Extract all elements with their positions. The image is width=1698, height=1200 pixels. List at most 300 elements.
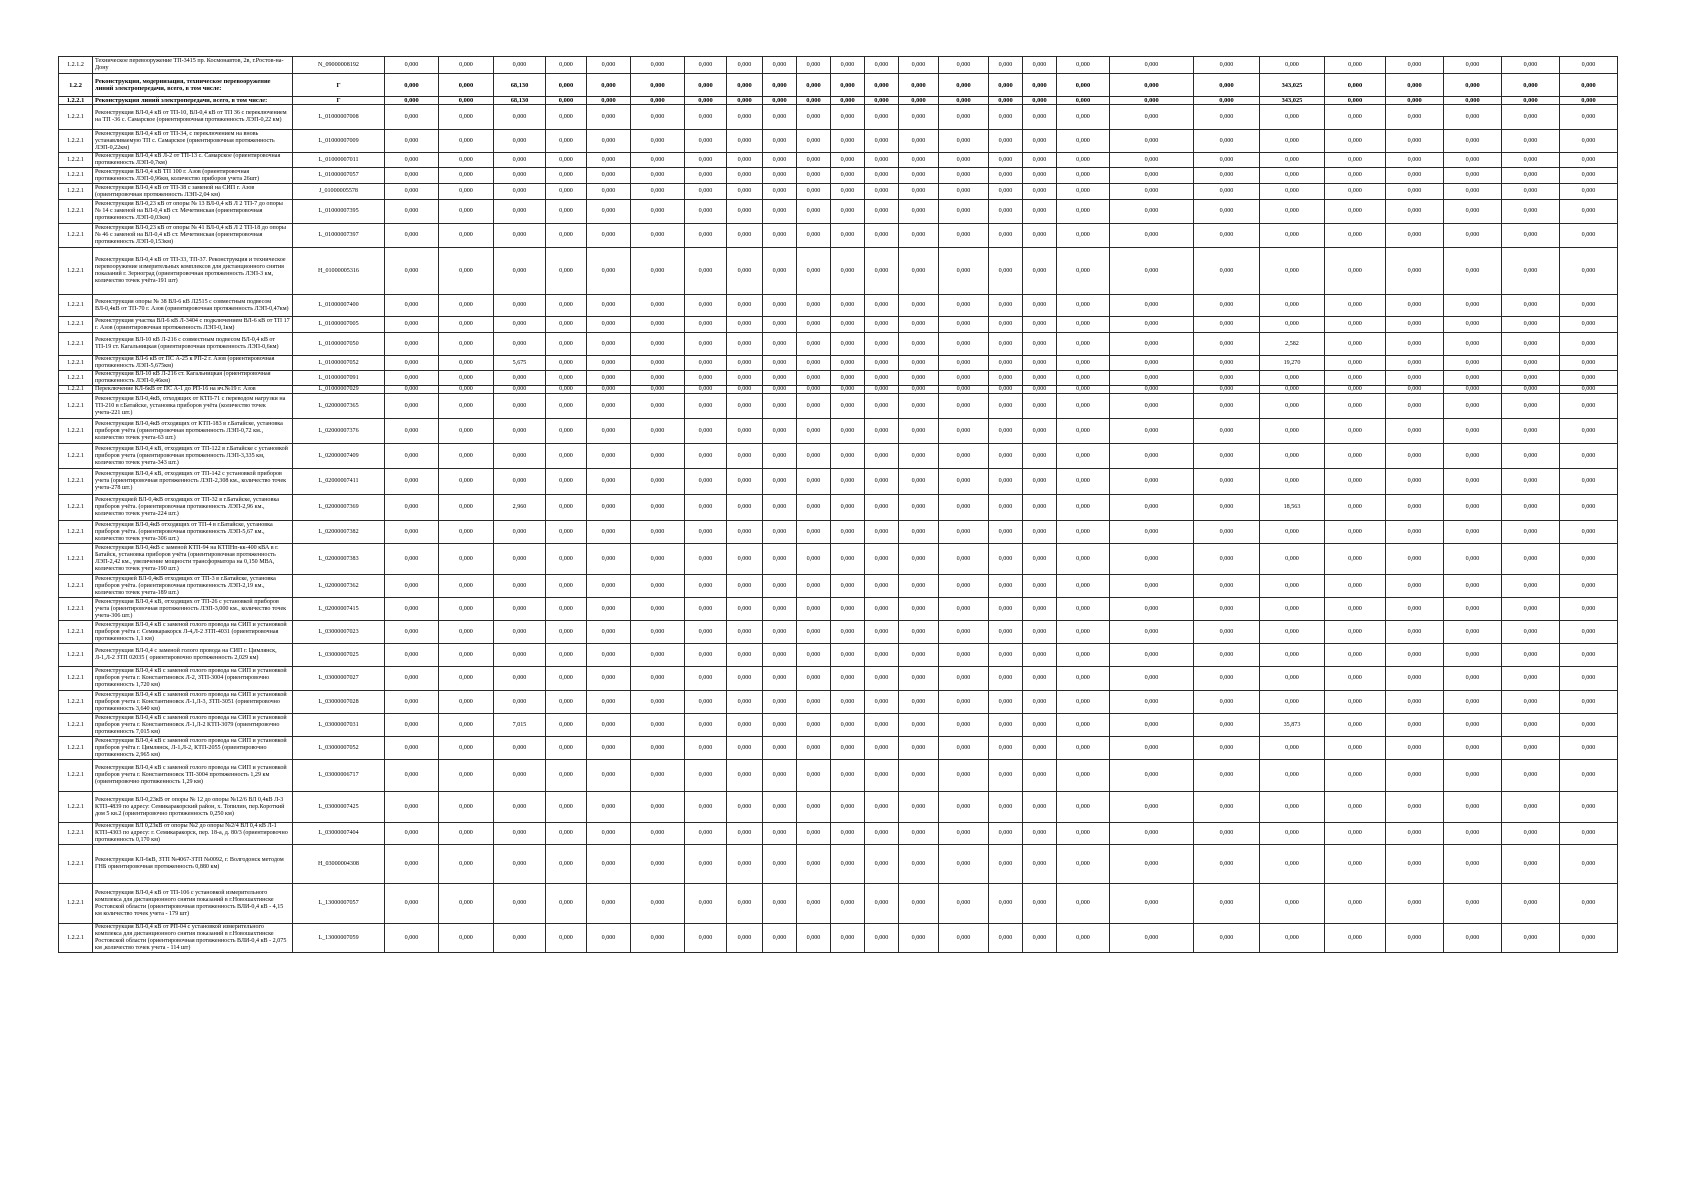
project-code: L_03000007031 (293, 714, 385, 737)
value-cell: 0,000 (587, 444, 631, 469)
value-cell: 0,000 (1444, 884, 1502, 924)
value-cell: 0,000 (385, 248, 439, 295)
value-cell: 0,000 (546, 598, 587, 621)
value-cell: 0,000 (1560, 845, 1618, 884)
value-cell: 0,000 (1502, 598, 1560, 621)
value-cell: 0,000 (899, 621, 939, 644)
value-cell: 0,000 (1444, 444, 1502, 469)
value-cell: 0,000 (989, 371, 1023, 386)
value-cell: 0,000 (385, 469, 439, 495)
value-cell: 0,000 (1023, 74, 1057, 97)
value-cell: 0,000 (727, 575, 763, 598)
value-cell: 0,000 (546, 130, 587, 153)
value-cell: 0,000 (685, 714, 727, 737)
value-cell: 0,000 (1110, 386, 1194, 394)
value-cell: 0,000 (899, 224, 939, 248)
value-cell: 0,000 (899, 444, 939, 469)
value-cell: 0,000 (1560, 575, 1618, 598)
project-name: Реконструкция ВЛ-6 кВ от ПС А-25 к РП-2 г. Азов (ориентировочная протяженность ЛЭП-5,675км) (93, 356, 293, 371)
project-name: Реконструкция ВЛ-0,4кВ отходящих от КТП-183 в г.Батайске, установка приборов учёта (ориентировочная протяженность ЛЭП-0,72 км., количество точек учета-63 шт.) (93, 419, 293, 444)
value-cell: 0,000 (685, 184, 727, 200)
value-cell: 0,000 (865, 495, 899, 521)
value-cell: 0,000 (797, 153, 831, 168)
value-cell: 0,000 (797, 621, 831, 644)
value-cell: 0,000 (797, 394, 831, 419)
value-cell: 0,000 (587, 419, 631, 444)
value-cell: 0,000 (1194, 386, 1260, 394)
value-cell: 0,000 (439, 386, 494, 394)
value-cell: 0,000 (546, 521, 587, 544)
value-cell: 0,000 (1057, 714, 1110, 737)
value-cell: 0,000 (865, 544, 899, 575)
value-cell: 0,000 (1560, 386, 1618, 394)
value-cell: 0,000 (494, 371, 546, 386)
value-cell: 0,000 (1560, 598, 1618, 621)
value-cell: 0,000 (385, 575, 439, 598)
table-row (59, 792, 1618, 823)
table-row (59, 168, 1618, 184)
value-cell: 0,000 (1057, 575, 1110, 598)
project-name: Реконструкция ВЛ-0,4 кВ, отходящих от ТП-142 с установкой приборов учета (ориентировочная протяженность ЛЭП-2,308 км., количество точек учета-278 шт.) (93, 469, 293, 495)
value-cell: 0,000 (727, 394, 763, 419)
value-cell: 0,000 (494, 333, 546, 356)
value-cell: 0,000 (1444, 57, 1502, 74)
value-cell: 0,000 (763, 248, 797, 295)
value-cell: 0,000 (797, 792, 831, 823)
value-cell: 0,000 (685, 495, 727, 521)
value-cell: 0,000 (685, 544, 727, 575)
value-cell: 7,015 (494, 714, 546, 737)
project-code: Г (293, 97, 385, 105)
value-cell: 0,000 (831, 760, 865, 792)
value-cell: 0,000 (1023, 575, 1057, 598)
value-cell: 0,000 (1260, 521, 1325, 544)
value-cell: 0,000 (1110, 544, 1194, 575)
value-cell: 0,000 (587, 74, 631, 97)
value-cell: 0,000 (899, 74, 939, 97)
value-cell: 0,000 (1502, 371, 1560, 386)
project-code: H_03000004308 (293, 845, 385, 884)
value-cell: 0,000 (1110, 924, 1194, 953)
value-cell: 0,000 (685, 97, 727, 105)
value-cell: 0,000 (831, 924, 865, 953)
value-cell: 0,000 (1502, 444, 1560, 469)
value-cell: 0,000 (1325, 469, 1386, 495)
value-cell: 0,000 (1444, 356, 1502, 371)
value-cell: 0,000 (1023, 200, 1057, 224)
value-cell: 0,000 (797, 644, 831, 667)
value-cell: 0,000 (989, 544, 1023, 575)
value-cell: 0,000 (1194, 544, 1260, 575)
value-cell: 0,000 (439, 105, 494, 130)
value-cell: 0,000 (1260, 845, 1325, 884)
value-cell: 0,000 (685, 224, 727, 248)
row-index: 1.2.2.1 (59, 884, 93, 924)
value-cell: 0,000 (385, 621, 439, 644)
value-cell: 0,000 (494, 386, 546, 394)
value-cell: 0,000 (989, 97, 1023, 105)
value-cell: 0,000 (385, 714, 439, 737)
value-cell: 0,000 (1444, 130, 1502, 153)
value-cell: 0,000 (685, 57, 727, 74)
table-row (59, 714, 1618, 737)
value-cell: 0,000 (989, 333, 1023, 356)
value-cell: 0,000 (1023, 621, 1057, 644)
value-cell: 0,000 (587, 105, 631, 130)
value-cell: 0,000 (1023, 737, 1057, 760)
value-cell: 0,000 (727, 74, 763, 97)
value-cell: 0,000 (989, 884, 1023, 924)
project-name: Реконструкцией ВЛ-0,4кВ отходящих от ТП-3 в г.Батайске, установка приборов учёта. (ориентировочная протяженность ЛЭП-2,19 км., количество точек учета-189 шт.) (93, 575, 293, 598)
project-name: Реконструкция ВЛ-0,4 кВ, отходящих от ТП-26 с установкой приборов учета (ориентировочная протяженность ЛЭП-3,000 км., количество точек учета-306 шт.) (93, 598, 293, 621)
value-cell: 0,000 (587, 295, 631, 317)
value-cell: 0,000 (763, 884, 797, 924)
value-cell: 0,000 (1023, 714, 1057, 737)
value-cell: 0,000 (1260, 792, 1325, 823)
value-cell: 0,000 (1110, 495, 1194, 521)
value-cell: 0,000 (631, 575, 685, 598)
value-cell: 0,000 (439, 317, 494, 333)
project-code: L_03000006717 (293, 760, 385, 792)
value-cell: 19,270 (1260, 356, 1325, 371)
value-cell: 0,000 (989, 224, 1023, 248)
value-cell: 0,000 (865, 419, 899, 444)
value-cell: 0,000 (1023, 521, 1057, 544)
value-cell: 0,000 (1194, 317, 1260, 333)
table-row (59, 248, 1618, 295)
value-cell: 0,000 (763, 224, 797, 248)
value-cell: 0,000 (1110, 248, 1194, 295)
value-cell: 0,000 (1325, 130, 1386, 153)
value-cell: 0,000 (1023, 544, 1057, 575)
row-index: 1.2.2.1 (59, 168, 93, 184)
value-cell: 0,000 (1194, 621, 1260, 644)
value-cell: 0,000 (831, 823, 865, 845)
value-cell: 0,000 (939, 845, 989, 884)
value-cell: 0,000 (797, 469, 831, 495)
value-cell: 0,000 (797, 386, 831, 394)
row-index: 1.2.2.1 (59, 714, 93, 737)
value-cell: 0,000 (1260, 884, 1325, 924)
value-cell: 0,000 (1057, 792, 1110, 823)
value-cell: 0,000 (546, 57, 587, 74)
value-cell: 0,000 (1444, 469, 1502, 495)
value-cell: 0,000 (1057, 444, 1110, 469)
value-cell: 0,000 (385, 371, 439, 386)
value-cell: 0,000 (1560, 544, 1618, 575)
value-cell: 0,000 (939, 105, 989, 130)
value-cell: 0,000 (763, 153, 797, 168)
value-cell: 0,000 (865, 667, 899, 691)
value-cell: 0,000 (631, 444, 685, 469)
value-cell: 0,000 (685, 74, 727, 97)
project-code: L_03000007425 (293, 792, 385, 823)
value-cell: 0,000 (1502, 57, 1560, 74)
value-cell: 0,000 (797, 200, 831, 224)
value-cell: 0,000 (763, 74, 797, 97)
value-cell: 0,000 (1560, 760, 1618, 792)
value-cell: 0,000 (1560, 521, 1618, 544)
value-cell: 0,000 (1023, 333, 1057, 356)
value-cell: 0,000 (385, 105, 439, 130)
value-cell: 0,000 (546, 760, 587, 792)
value-cell: 0,000 (831, 394, 865, 419)
value-cell: 0,000 (831, 371, 865, 386)
value-cell: 0,000 (1560, 714, 1618, 737)
value-cell: 0,000 (1560, 130, 1618, 153)
value-cell: 0,000 (797, 823, 831, 845)
value-cell: 0,000 (1023, 667, 1057, 691)
value-cell: 0,000 (939, 419, 989, 444)
value-cell: 0,000 (1386, 153, 1444, 168)
value-cell: 0,000 (1325, 598, 1386, 621)
value-cell: 0,000 (727, 760, 763, 792)
value-cell: 0,000 (1386, 97, 1444, 105)
value-cell: 0,000 (1386, 248, 1444, 295)
value-cell: 0,000 (865, 184, 899, 200)
table-row (59, 130, 1618, 153)
value-cell: 0,000 (494, 224, 546, 248)
value-cell: 0,000 (685, 153, 727, 168)
table-row (59, 356, 1618, 371)
value-cell: 0,000 (989, 394, 1023, 419)
value-cell: 0,000 (939, 884, 989, 924)
value-cell: 0,000 (546, 667, 587, 691)
value-cell: 0,000 (685, 168, 727, 184)
value-cell: 0,000 (1194, 575, 1260, 598)
project-code: L_03000007023 (293, 621, 385, 644)
value-cell: 0,000 (797, 884, 831, 924)
value-cell: 0,000 (494, 419, 546, 444)
value-cell: 0,000 (1194, 356, 1260, 371)
value-cell: 0,000 (797, 495, 831, 521)
value-cell: 0,000 (831, 598, 865, 621)
value-cell: 0,000 (763, 792, 797, 823)
value-cell: 0,000 (1023, 444, 1057, 469)
value-cell: 0,000 (1057, 621, 1110, 644)
value-cell: 0,000 (1444, 248, 1502, 295)
value-cell: 0,000 (1057, 845, 1110, 884)
value-cell: 0,000 (1057, 544, 1110, 575)
table-row (59, 469, 1618, 495)
table-row (59, 105, 1618, 130)
value-cell: 0,000 (989, 521, 1023, 544)
value-cell: 0,000 (865, 621, 899, 644)
value-cell: 0,000 (1325, 495, 1386, 521)
value-cell: 0,000 (939, 333, 989, 356)
row-index: 1.2.2.1 (59, 737, 93, 760)
value-cell: 0,000 (831, 469, 865, 495)
value-cell: 0,000 (385, 97, 439, 105)
value-cell: 0,000 (989, 200, 1023, 224)
value-cell: 0,000 (831, 884, 865, 924)
value-cell: 0,000 (939, 823, 989, 845)
value-cell: 0,000 (1386, 521, 1444, 544)
row-index: 1.2.2.1 (59, 469, 93, 495)
value-cell: 0,000 (1110, 394, 1194, 419)
value-cell: 0,000 (1057, 419, 1110, 444)
project-code: L_03000007025 (293, 644, 385, 667)
value-cell: 0,000 (1110, 691, 1194, 714)
value-cell: 0,000 (385, 200, 439, 224)
value-cell: 0,000 (631, 691, 685, 714)
value-cell: 0,000 (1023, 924, 1057, 953)
value-cell: 0,000 (546, 153, 587, 168)
value-cell: 0,000 (989, 714, 1023, 737)
value-cell: 0,000 (939, 544, 989, 575)
value-cell: 0,000 (727, 644, 763, 667)
value-cell: 0,000 (1057, 760, 1110, 792)
value-cell: 0,000 (1444, 295, 1502, 317)
value-cell: 0,000 (1502, 924, 1560, 953)
row-index: 1.2.2.1 (59, 667, 93, 691)
value-cell: 0,000 (631, 130, 685, 153)
value-cell: 0,000 (587, 521, 631, 544)
value-cell: 0,000 (989, 823, 1023, 845)
value-cell: 0,000 (494, 153, 546, 168)
value-cell: 0,000 (831, 691, 865, 714)
value-cell: 0,000 (587, 884, 631, 924)
value-cell: 0,000 (939, 168, 989, 184)
value-cell: 0,000 (1444, 691, 1502, 714)
value-cell: 0,000 (1560, 248, 1618, 295)
value-cell: 0,000 (1325, 57, 1386, 74)
value-cell: 0,000 (1260, 598, 1325, 621)
value-cell: 0,000 (1057, 295, 1110, 317)
value-cell: 0,000 (1023, 386, 1057, 394)
value-cell: 0,000 (763, 57, 797, 74)
row-index: 1.2.2.1 (59, 248, 93, 295)
value-cell: 0,000 (587, 495, 631, 521)
value-cell: 0,000 (1502, 356, 1560, 371)
value-cell: 0,000 (1560, 621, 1618, 644)
value-cell: 0,000 (439, 356, 494, 371)
value-cell: 0,000 (1444, 792, 1502, 823)
project-code: L_03000007027 (293, 667, 385, 691)
value-cell: 0,000 (831, 575, 865, 598)
value-cell: 68,130 (494, 74, 546, 97)
value-cell: 0,000 (763, 356, 797, 371)
value-cell: 0,000 (1110, 598, 1194, 621)
value-cell: 0,000 (685, 823, 727, 845)
value-cell: 0,000 (1502, 469, 1560, 495)
value-cell: 0,000 (939, 248, 989, 295)
value-cell: 0,000 (1057, 386, 1110, 394)
row-index: 1.2.2.1 (59, 419, 93, 444)
value-cell: 0,000 (727, 621, 763, 644)
value-cell: 0,000 (1110, 184, 1194, 200)
value-cell: 0,000 (1325, 544, 1386, 575)
value-cell: 0,000 (494, 760, 546, 792)
value-cell: 0,000 (439, 371, 494, 386)
value-cell: 0,000 (899, 792, 939, 823)
project-code: L_01000007011 (293, 153, 385, 168)
value-cell: 0,000 (1502, 105, 1560, 130)
value-cell: 0,000 (797, 598, 831, 621)
project-code: L_01000007009 (293, 130, 385, 153)
value-cell: 0,000 (1444, 184, 1502, 200)
project-code: L_01000007029 (293, 386, 385, 394)
value-cell: 0,000 (1194, 184, 1260, 200)
value-cell: 0,000 (727, 419, 763, 444)
value-cell: 0,000 (727, 924, 763, 953)
value-cell: 0,000 (439, 495, 494, 521)
table-row (59, 97, 1618, 105)
value-cell: 0,000 (1110, 153, 1194, 168)
project-code: L_01000007395 (293, 200, 385, 224)
value-cell: 0,000 (763, 168, 797, 184)
value-cell: 0,000 (494, 621, 546, 644)
value-cell: 0,000 (1260, 371, 1325, 386)
value-cell: 0,000 (385, 924, 439, 953)
value-cell: 0,000 (797, 521, 831, 544)
project-code: L_03000007052 (293, 737, 385, 760)
value-cell: 0,000 (831, 521, 865, 544)
row-index: 1.2.2.1 (59, 356, 93, 371)
value-cell: 0,000 (385, 737, 439, 760)
value-cell: 0,000 (1560, 333, 1618, 356)
value-cell: 0,000 (899, 130, 939, 153)
value-cell: 0,000 (631, 644, 685, 667)
value-cell: 0,000 (989, 57, 1023, 74)
value-cell: 0,000 (587, 333, 631, 356)
value-cell: 0,000 (763, 444, 797, 469)
table-row (59, 184, 1618, 200)
value-cell: 0,000 (989, 386, 1023, 394)
value-cell: 0,000 (763, 667, 797, 691)
value-cell: 0,000 (1057, 153, 1110, 168)
value-cell: 0,000 (865, 356, 899, 371)
document-sheet (58, 56, 1594, 953)
value-cell: 0,000 (989, 74, 1023, 97)
value-cell: 0,000 (631, 333, 685, 356)
value-cell: 0,000 (439, 333, 494, 356)
value-cell: 0,000 (494, 884, 546, 924)
project-code: L_02000007383 (293, 544, 385, 575)
value-cell: 0,000 (494, 184, 546, 200)
value-cell: 0,000 (494, 394, 546, 419)
value-cell: 0,000 (1502, 153, 1560, 168)
value-cell: 0,000 (1444, 371, 1502, 386)
value-cell: 0,000 (494, 295, 546, 317)
value-cell: 0,000 (899, 760, 939, 792)
value-cell: 0,000 (1560, 737, 1618, 760)
value-cell: 0,000 (797, 691, 831, 714)
value-cell: 0,000 (1194, 130, 1260, 153)
value-cell: 0,000 (1502, 317, 1560, 333)
value-cell: 0,000 (1444, 544, 1502, 575)
value-cell: 0,000 (1444, 200, 1502, 224)
value-cell: 0,000 (685, 105, 727, 130)
value-cell: 0,000 (899, 521, 939, 544)
value-cell: 0,000 (939, 760, 989, 792)
value-cell: 0,000 (989, 737, 1023, 760)
value-cell: 0,000 (899, 598, 939, 621)
table-row (59, 737, 1618, 760)
value-cell: 0,000 (439, 667, 494, 691)
value-cell: 0,000 (631, 598, 685, 621)
value-cell: 0,000 (989, 845, 1023, 884)
value-cell: 0,000 (1560, 667, 1618, 691)
value-cell: 0,000 (494, 168, 546, 184)
value-cell: 0,000 (439, 737, 494, 760)
value-cell: 0,000 (1110, 97, 1194, 105)
value-cell: 0,000 (1057, 333, 1110, 356)
row-index: 1.2.2.1 (59, 621, 93, 644)
value-cell: 0,000 (1194, 737, 1260, 760)
value-cell: 0,000 (1386, 184, 1444, 200)
value-cell: 0,000 (899, 469, 939, 495)
